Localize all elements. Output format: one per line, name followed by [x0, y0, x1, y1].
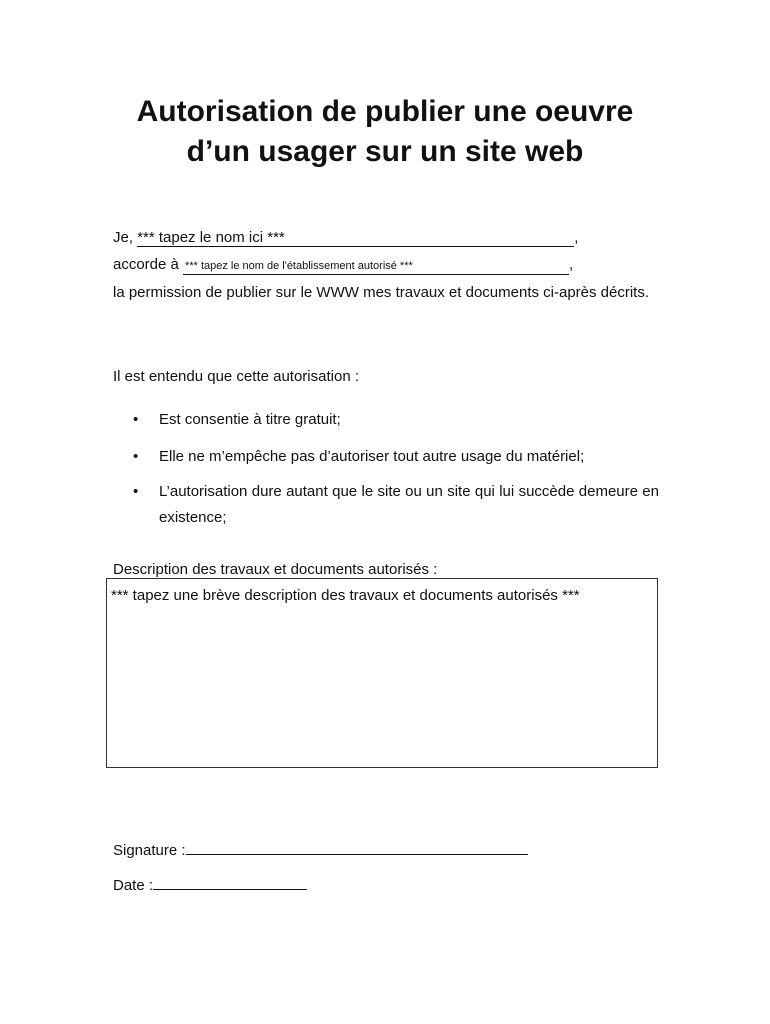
- bullet-dot: •: [133, 411, 139, 428]
- name-field[interactable]: [137, 230, 574, 247]
- date-line: [113, 877, 307, 894]
- description-label: Description des travaux et documents autorisés :: [113, 561, 438, 578]
- date-field[interactable]: [153, 877, 307, 890]
- establishment-field[interactable]: [183, 258, 569, 275]
- je-line: [113, 229, 578, 247]
- permission-text: la permission de publier sur le WWW mes travaux et documents ci-après décrits.: [113, 284, 650, 301]
- list-item-text: Est consentie à titre gratuit;: [159, 411, 341, 428]
- accorde-label: accorde à: [113, 256, 184, 273]
- description-placeholder: *** tapez une brève description des travaux et documents autorisés ***: [111, 587, 580, 604]
- signature-field[interactable]: [186, 842, 528, 855]
- entendu-text: Il est entendu que cette autorisation :: [113, 368, 359, 385]
- accorde-comma: ,: [569, 256, 574, 273]
- date-label: Date :: [113, 877, 154, 894]
- name-field-value: *** tapez le nom ici ***: [137, 229, 285, 246]
- title-line-2: d’un usager sur un site web: [186, 135, 584, 168]
- list-item-text: L’autorisation dure autant que le site ou un site qui lui succède demeure en existence;: [159, 483, 659, 526]
- signature-label: Signature :: [113, 842, 186, 859]
- list-item-text: Elle ne m’empêche pas d’autoriser tout autre usage du matériel;: [159, 448, 585, 465]
- signature-line: [113, 842, 528, 859]
- list-item: [133, 407, 659, 433]
- accorde-line: [113, 256, 573, 275]
- list-item: [133, 479, 659, 531]
- description-field[interactable]: [106, 578, 658, 768]
- list-item: [133, 444, 659, 470]
- je-label: Je,: [113, 229, 138, 246]
- establishment-field-value: *** tapez le nom de l'établissement autorisé ***: [185, 260, 413, 272]
- bullet-dot: •: [133, 483, 139, 500]
- bullet-dot: •: [133, 448, 139, 465]
- title-line-1: Autorisation de publier une oeuvre: [136, 95, 634, 128]
- document-title: [60, 92, 710, 172]
- je-comma: ,: [574, 229, 579, 246]
